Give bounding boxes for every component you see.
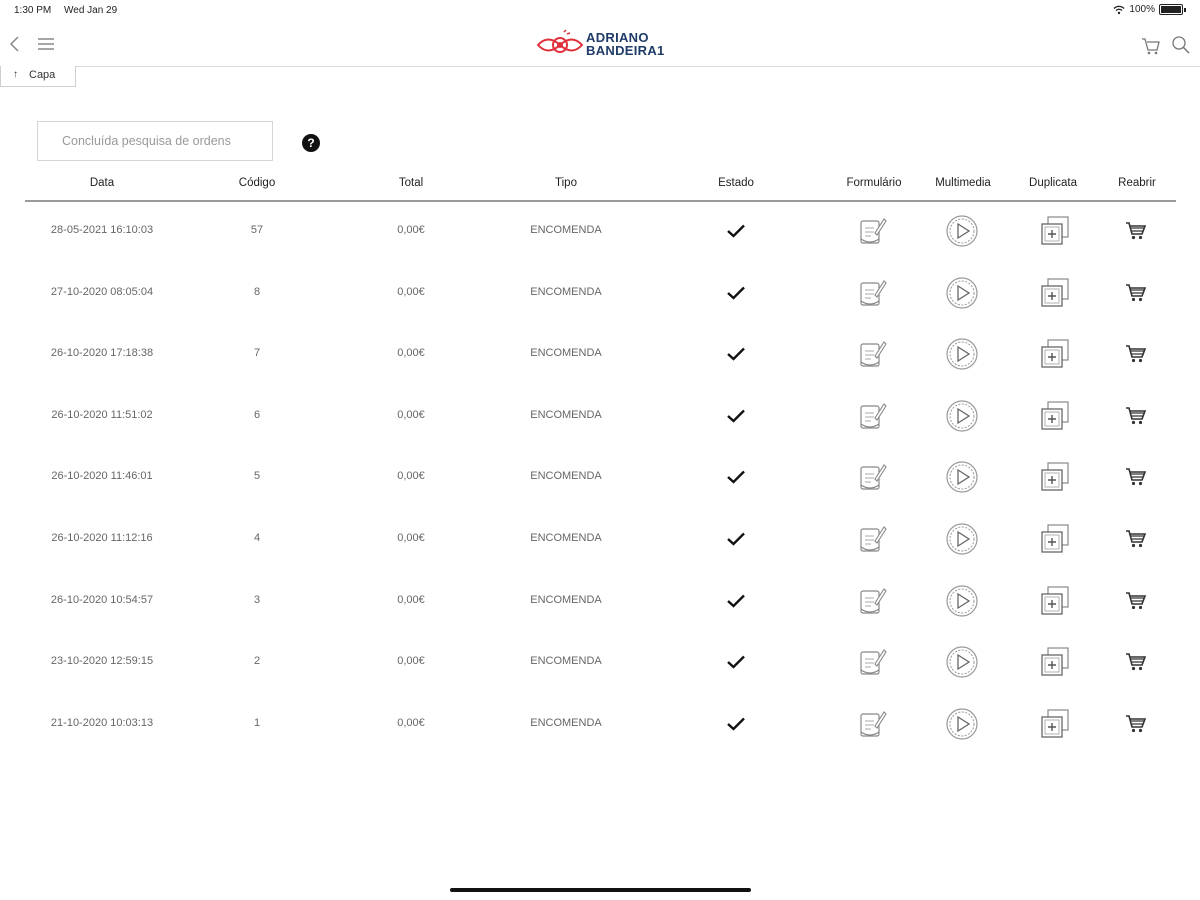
table-row[interactable] [25,323,1176,385]
brand-line-1: ADRIANO [586,30,649,45]
cell-codigo: 5 [253,470,261,483]
cell-data: 27-10-2020 08:05:04 [50,285,154,298]
cart-icon[interactable] [1125,467,1147,487]
form-edit-icon[interactable] [857,277,887,309]
col-header-estado[interactable]: Estado [718,177,754,189]
form-edit-icon[interactable] [857,585,887,617]
table-row[interactable] [25,262,1176,324]
duplicate-icon[interactable] [1038,399,1072,433]
check-icon [726,285,746,301]
orders-table-body [25,200,1176,754]
cell-data: 26-10-2020 17:18:38 [50,347,154,360]
cell-data: 23-10-2020 12:59:15 [50,655,154,668]
table-row[interactable] [25,570,1176,632]
cell-total: 0,00€ [397,285,425,298]
cart-icon[interactable] [1125,283,1147,303]
duplicate-icon[interactable] [1038,584,1072,618]
cell-data: 26-10-2020 11:46:01 [51,470,153,483]
form-edit-icon[interactable] [857,215,887,247]
cart-icon[interactable] [1125,221,1147,241]
check-icon [726,223,746,239]
cell-data: 26-10-2020 11:12:16 [51,531,153,544]
cart-icon[interactable] [1125,652,1147,672]
col-header-codigo[interactable]: Código [238,177,276,189]
search-orders-box[interactable] [37,121,273,161]
table-row[interactable] [25,508,1176,570]
cell-total: 0,00€ [397,470,425,483]
col-header-total[interactable]: Total [398,177,424,189]
form-edit-icon[interactable] [857,646,887,678]
form-edit-icon[interactable] [857,523,887,555]
cell-codigo: 3 [253,593,261,606]
battery-icon [1159,4,1183,15]
cell-total: 0,00€ [397,531,425,544]
arrow-up-icon: ↑ [13,69,18,80]
cell-codigo: 57 [250,224,264,236]
status-right [1113,4,1186,15]
table-row[interactable] [25,693,1176,755]
col-header-data[interactable]: Data [89,177,115,189]
cell-data: 26-10-2020 11:51:02 [51,408,153,421]
cell-codigo: 7 [253,347,261,360]
cell-tipo: ENCOMENDA [530,531,602,544]
cell-data: 28-05-2021 16:10:03 [50,224,154,236]
play-circle-icon[interactable] [945,276,979,310]
cell-total: 0,00€ [397,408,425,421]
chevron-left-icon [6,32,24,56]
play-circle-icon[interactable] [945,337,979,371]
check-icon [726,408,746,424]
search-icon [1170,34,1192,56]
home-indicator[interactable] [450,888,751,892]
cell-tipo: ENCOMENDA [530,470,602,483]
duplicate-icon[interactable] [1038,337,1072,371]
form-edit-icon[interactable] [857,400,887,432]
cart-button[interactable] [1140,34,1162,56]
play-circle-icon[interactable] [945,399,979,433]
cell-codigo: 4 [253,531,261,544]
duplicate-icon[interactable] [1038,707,1072,741]
cell-tipo: ENCOMENDA [530,593,602,606]
cart-icon[interactable] [1125,591,1147,611]
cell-total: 0,00€ [397,716,425,729]
wifi-icon [1113,5,1125,15]
cell-codigo: 8 [253,285,261,298]
search-orders-input[interactable] [62,123,272,159]
form-edit-icon[interactable] [857,338,887,370]
duplicate-icon[interactable] [1038,214,1072,248]
check-icon [726,593,746,609]
play-circle-icon[interactable] [945,584,979,618]
cell-total: 0,00€ [397,655,425,668]
status-time: 1:30 PM [14,5,52,16]
col-header-duplicata: Duplicata [1029,177,1077,189]
tab-capa[interactable] [0,66,76,87]
play-circle-icon[interactable] [945,707,979,741]
menu-button[interactable] [36,34,56,54]
cell-tipo: ENCOMENDA [530,285,602,298]
table-row[interactable] [25,385,1176,447]
col-header-multimedia: Multimedia [935,177,991,189]
form-edit-icon[interactable] [857,708,887,740]
cart-icon[interactable] [1125,714,1147,734]
logo-mark-icon [536,28,584,62]
status-date: Wed Jan 29 [64,5,118,16]
cell-tipo: ENCOMENDA [530,224,602,236]
duplicate-icon[interactable] [1038,276,1072,310]
battery-tip [1184,8,1186,12]
brand-text [586,31,665,57]
search-button[interactable] [1170,34,1192,56]
table-row[interactable] [25,631,1176,693]
battery-percent: 100% [1129,4,1155,15]
col-header-formulario: Formulário [846,177,902,189]
col-header-reabrir: Reabrir [1118,177,1156,189]
brand-logo [536,28,676,62]
nav-bar [0,24,1200,67]
cell-tipo: ENCOMENDA [530,655,602,668]
cart-outline-icon [1140,34,1162,56]
table-header [25,170,1176,202]
col-header-tipo[interactable]: Tipo [555,177,577,189]
table-row[interactable] [25,200,1176,262]
cell-codigo: 2 [253,655,261,668]
cell-data: 26-10-2020 10:54:57 [50,593,154,606]
check-icon [726,346,746,362]
cell-data: 21-10-2020 10:03:13 [50,716,154,729]
cell-total: 0,00€ [397,224,425,236]
check-icon [726,716,746,732]
brand-line-2: BANDEIRA1 [586,43,665,58]
tab-capa-label: Capa [29,69,56,81]
help-button[interactable]: ? [302,134,320,152]
play-circle-icon[interactable] [945,645,979,679]
cell-tipo: ENCOMENDA [530,408,602,421]
cell-codigo: 6 [253,408,261,421]
hamburger-icon [36,34,56,54]
duplicate-icon[interactable] [1038,645,1072,679]
play-circle-icon[interactable] [945,460,979,494]
table-row[interactable] [25,446,1176,508]
form-edit-icon[interactable] [857,461,887,493]
cart-icon[interactable] [1125,344,1147,364]
duplicate-icon[interactable] [1038,522,1072,556]
cell-tipo: ENCOMENDA [530,347,602,360]
duplicate-icon[interactable] [1038,460,1072,494]
check-icon [726,531,746,547]
cell-tipo: ENCOMENDA [530,716,602,729]
cart-icon[interactable] [1125,406,1147,426]
cell-total: 0,00€ [397,347,425,360]
cell-total: 0,00€ [397,593,425,606]
check-icon [726,469,746,485]
cart-icon[interactable] [1125,529,1147,549]
check-icon [726,654,746,670]
back-button[interactable] [6,32,24,56]
play-circle-icon[interactable] [945,214,979,248]
status-bar [0,0,1200,22]
cell-codigo: 1 [253,716,261,729]
play-circle-icon[interactable] [945,522,979,556]
